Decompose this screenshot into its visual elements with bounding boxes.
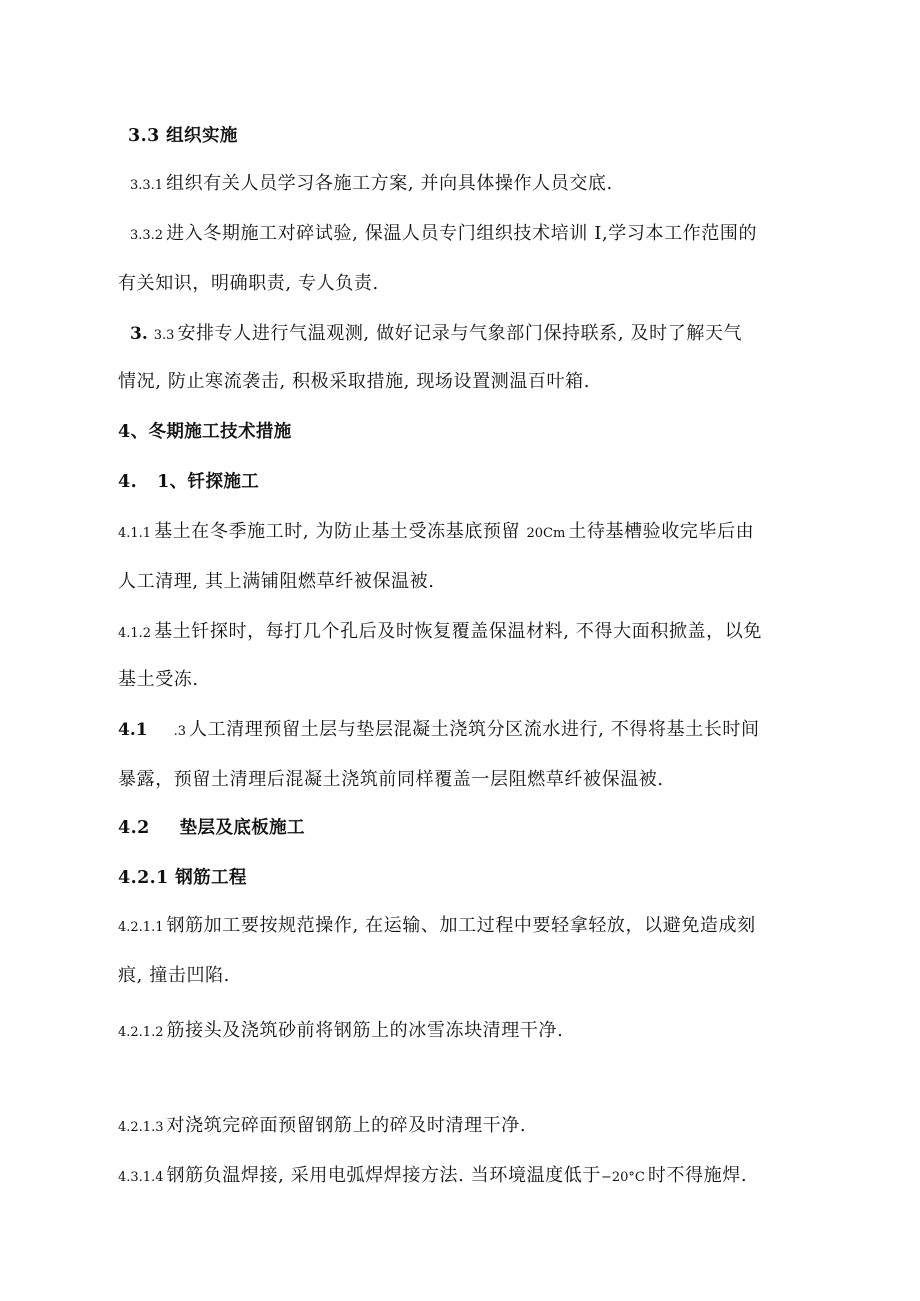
paragraph-text: 钢筋加工要按规范操作, 在运输、加工过程中要轻拿轻放，以避免造成刻 — [166, 915, 756, 936]
paragraph-text: 钢筋负温焊接, 采用电弧焊焊接方法. 当环境温度低于 — [166, 1165, 601, 1186]
paragraph-3-3-3-line-1 — [130, 322, 742, 348]
paragraph-number: 4.2.1.2 — [118, 1025, 164, 1040]
paragraph-number-minor: .3 — [173, 724, 186, 739]
section-4-2-heading — [118, 816, 305, 840]
paragraph-text: 基土钎探时，每打几个孔后及时恢复覆盖保温材料, 不得大面积掀盖，以免 — [154, 621, 762, 642]
paragraph-number: 4.3.1.4 — [118, 1170, 164, 1185]
paragraph-4-1-3-line-2: 暴露，预留土清理后混凝土浇筑前同样覆盖一层阻燃草纤被保温被. — [118, 769, 664, 790]
paragraph-4-2-1-1-line-1 — [118, 914, 756, 940]
paragraph-number: 4.1.2 — [118, 626, 152, 641]
paragraph-3-3-2-line-2: 有关知识，明确职责, 专人负责. — [118, 273, 379, 294]
paragraph-number: 3.3.1 — [130, 178, 164, 193]
paragraph-text: 筋接头及浇筑砂前将钢筋上的冰雪冻块清理干净. — [166, 1020, 564, 1041]
paragraph-text: 组织有关人员学习各施工方案, 并向具体操作人员交底. — [166, 173, 613, 194]
section-title: 垫层及底板施工 — [179, 818, 305, 838]
paragraph-4-2-1-2 — [118, 1019, 563, 1045]
paragraph-3-3-1 — [130, 172, 613, 198]
section-title: 1、钎探施工 — [157, 472, 260, 492]
section-4-1-heading — [118, 470, 259, 494]
paragraph-4-2-1-1-line-2: 痕, 撞击凹陷. — [118, 965, 230, 986]
paragraph-number-major: 3. — [130, 324, 148, 344]
paragraph-text-end: 时不得施焊. — [647, 1165, 748, 1186]
paragraph-4-3-1-4 — [118, 1164, 747, 1190]
paragraph-4-1-2-line-1 — [118, 620, 762, 646]
paragraph-text: 进入冬期施工对碎试验, 保温人员专门组织技术培训 I,学习本工作范围的 — [166, 223, 758, 244]
temperature-value: −20°C — [600, 1170, 645, 1185]
paragraph-text: 人工清理预留土层与垫层混凝土浇筑分区流水进行, 不得将基土长时间 — [188, 719, 760, 740]
paragraph-4-1-3-line-1 — [118, 718, 760, 744]
paragraph-number-major: 4.1 — [118, 720, 148, 740]
paragraph-text: 基土在冬季施工时, 为防止基土受冻基底预留 — [154, 521, 521, 542]
paragraph-4-2-1-3 — [118, 1114, 526, 1140]
paragraph-text: 对浇筑完碎面预留钢筋上的碎及时清理干净. — [166, 1115, 527, 1136]
paragraph-number: 4.1.1 — [118, 526, 152, 541]
section-number: 4. — [118, 472, 138, 492]
paragraph-number-minor: 3.3 — [153, 328, 175, 343]
paragraph-number: 4.2.1.1 — [118, 920, 164, 935]
paragraph-number: 3.3.2 — [130, 228, 164, 243]
section-4-heading: 4、冬期施工技术措施 — [118, 422, 292, 442]
paragraph-text: 安排专人进行气温观测, 做好记录与气象部门保持联系, 及时了解天气 — [177, 323, 743, 344]
section-number: 4.2 — [118, 818, 150, 838]
paragraph-4-1-1-line-1 — [118, 520, 754, 546]
paragraph-number: 4.2.1.3 — [118, 1120, 164, 1135]
paragraph-4-1-2-line-2: 基土受冻. — [118, 669, 199, 690]
paragraph-text-end: 土待基槽验收完毕后由 — [568, 521, 755, 542]
paragraph-4-1-1-line-2: 人工清理, 其上满铺阻燃草纤被保温被. — [118, 571, 435, 592]
paragraph-3-3-3-line-2: 情况, 防止寒流袭击, 积极采取措施, 现场设置测温百叶箱. — [118, 371, 591, 392]
paragraph-3-3-2-line-1 — [130, 222, 757, 248]
section-4-2-1-heading: 4.2.1 钢筋工程 — [118, 868, 247, 888]
measurement-value: 20Cm — [526, 526, 566, 541]
section-3-3-heading: 3.3 组织实施 — [128, 126, 238, 146]
